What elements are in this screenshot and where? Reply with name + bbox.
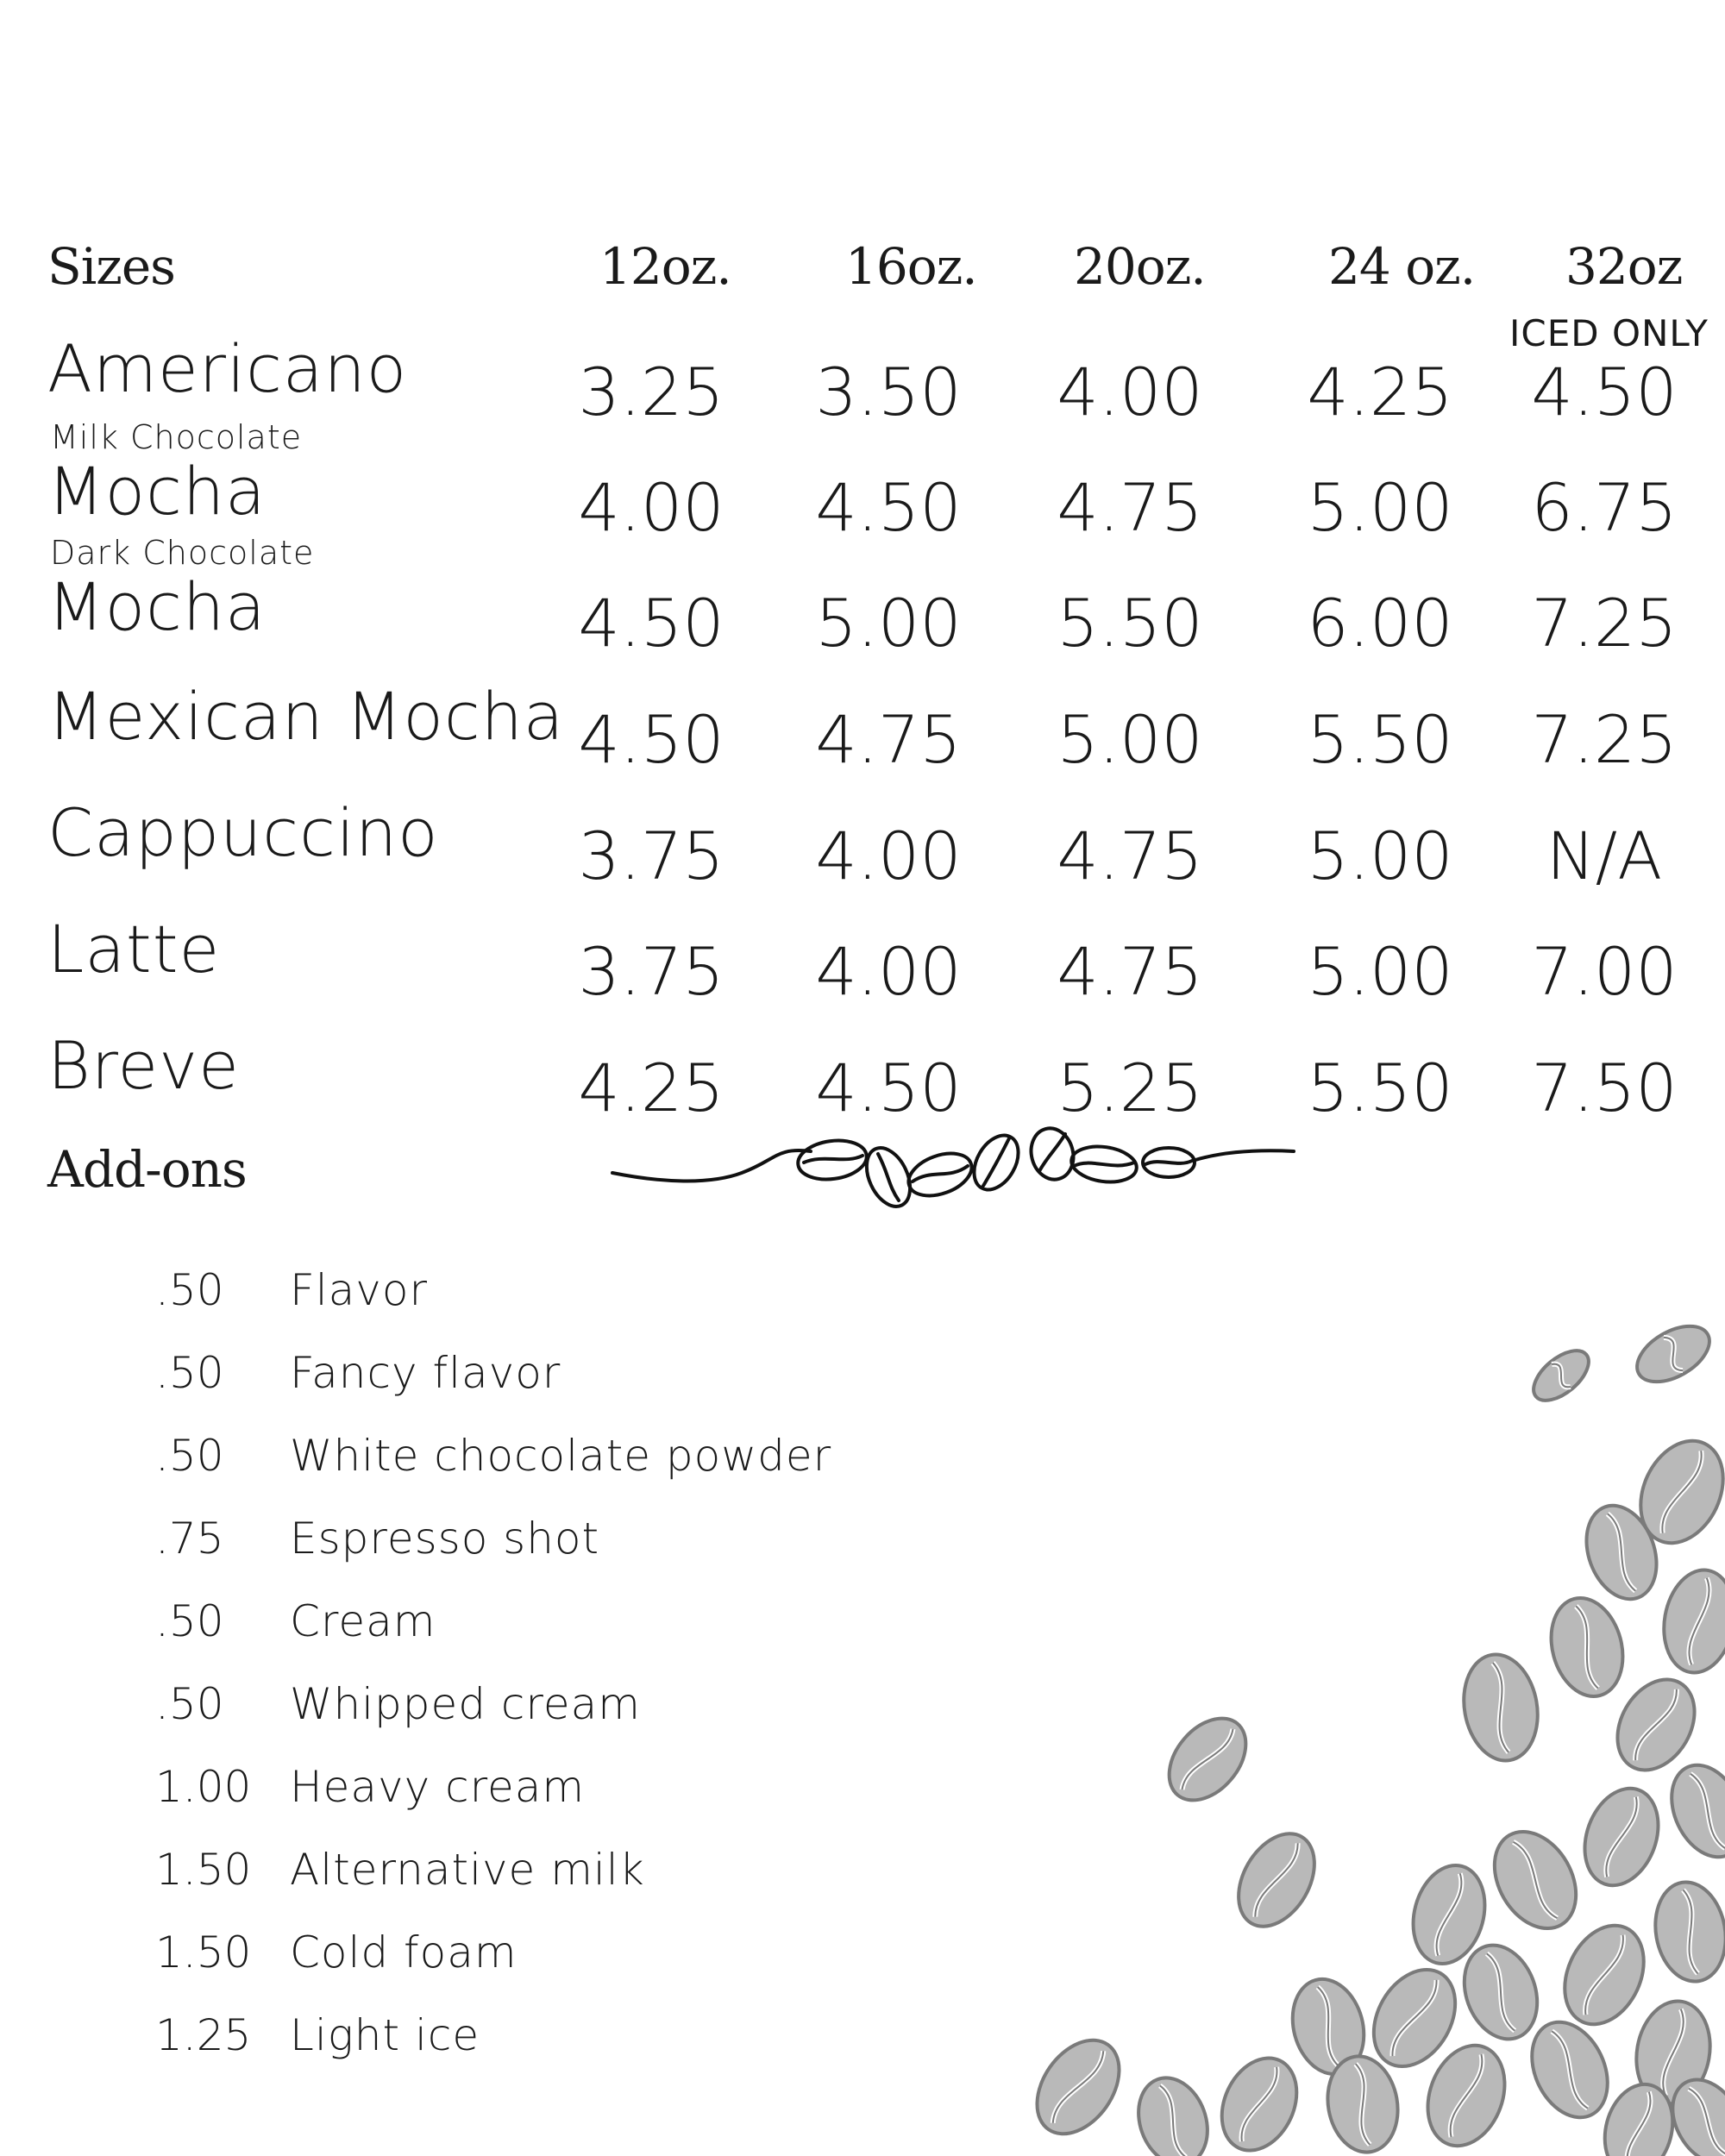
drink-mexican-mocha — [47, 678, 565, 755]
price-cell: 4.00 — [815, 818, 962, 894]
coffee-bean-icon — [1648, 1877, 1725, 1987]
price-cell: 4.50 — [815, 469, 962, 546]
price-cell: 7.25 — [1531, 701, 1678, 778]
addon-row — [155, 1927, 518, 1977]
size-24oz: 24 oz. — [1328, 237, 1476, 296]
drink-americano — [47, 330, 408, 407]
addon-row — [155, 1679, 641, 1729]
drink-name: Mocha — [47, 568, 267, 645]
price-cell: 4.50 — [1531, 354, 1678, 430]
size-12oz: 12oz. — [599, 237, 731, 296]
coffee-bean-icon — [1540, 1590, 1633, 1705]
price-cell: 3.50 — [815, 354, 962, 430]
price-cell: N/A — [1546, 818, 1663, 894]
addon-row — [155, 1348, 561, 1398]
price-cell: 4.75 — [1057, 469, 1203, 546]
addon-name: Cream — [290, 1596, 436, 1646]
iced-only-note: ICED ONLY — [1509, 312, 1709, 354]
price-cell: 4.00 — [815, 933, 962, 1010]
drink-dark-chocolate-mocha — [47, 534, 315, 645]
price-cell: 5.50 — [1307, 1050, 1453, 1126]
price-cell: 4.50 — [578, 701, 724, 778]
drink-name: Latte — [47, 911, 221, 987]
coffee-bean-icon — [1525, 1341, 1597, 1409]
price-cell: 4.75 — [1057, 933, 1203, 1010]
size-20oz: 20oz. — [1074, 237, 1206, 296]
coffee-bean-icon — [1628, 1314, 1719, 1393]
addon-price: 1.25 — [155, 2010, 252, 2060]
drink-name: Americano — [47, 330, 408, 407]
addon-name: Whipped cream — [290, 1679, 641, 1729]
drink-milk-chocolate-mocha — [47, 418, 303, 530]
price-cell: 4.25 — [578, 1050, 724, 1126]
addon-name: Fancy flavor — [290, 1348, 561, 1398]
addon-price: 1.50 — [155, 1845, 252, 1895]
addon-name: Cold foam — [290, 1927, 518, 1977]
drink-name: Mocha — [47, 453, 267, 530]
coffee-bean-icon — [1658, 1753, 1725, 1869]
addon-row — [155, 1596, 436, 1646]
addon-price: 1.50 — [155, 1927, 252, 1977]
coffee-bean-icon — [1478, 1817, 1593, 1943]
drink-cappuccino — [47, 794, 439, 871]
addon-name: Espresso shot — [290, 1514, 600, 1564]
price-cell: 5.00 — [1307, 933, 1453, 1010]
price-cell: 5.00 — [1307, 469, 1453, 546]
drink-latte — [47, 911, 221, 987]
drink-name: Mexican Mocha — [47, 678, 565, 755]
price-cell: 4.50 — [578, 585, 724, 661]
drink-name: Cappuccino — [47, 794, 439, 871]
coffee-bean-line-divider — [604, 1112, 1294, 1207]
price-cell: 6.00 — [1307, 585, 1453, 661]
addon-price: .50 — [155, 1348, 224, 1398]
size-32oz: 32oz — [1565, 237, 1683, 296]
price-cell: 7.50 — [1531, 1050, 1678, 1126]
price-cell: 4.00 — [1057, 354, 1203, 430]
price-cell: 5.50 — [1307, 701, 1453, 778]
price-cell: 4.25 — [1307, 354, 1453, 430]
price-cell: 5.25 — [1057, 1050, 1203, 1126]
addon-price: 1.00 — [155, 1762, 252, 1812]
addon-row — [155, 2010, 480, 2060]
coffee-bean-icon — [1154, 1703, 1262, 1814]
coffee-bean-icon — [1572, 1778, 1672, 1896]
addon-row — [155, 1845, 645, 1895]
price-cell: 5.00 — [1307, 818, 1453, 894]
price-cell: 4.75 — [815, 701, 962, 778]
coffee-bean-icon — [1127, 2068, 1220, 2156]
price-cell: 5.50 — [1057, 585, 1203, 661]
drink-breve — [47, 1027, 240, 1104]
price-cell: 3.25 — [578, 354, 724, 430]
addon-row — [155, 1265, 428, 1315]
price-cell: 3.75 — [578, 818, 724, 894]
addon-price: .50 — [155, 1431, 224, 1481]
price-cell: 6.75 — [1531, 469, 1678, 546]
sizes-label: Sizes — [47, 237, 175, 296]
coffee-bean-icon — [1517, 2010, 1622, 2130]
coffee-bean-icon — [1020, 2025, 1136, 2149]
addon-price: .50 — [155, 1596, 224, 1646]
price-cell: 7.00 — [1531, 933, 1678, 1010]
price-cell: 5.00 — [1057, 701, 1203, 778]
addon-row — [155, 1762, 585, 1812]
coffee-bean-icon — [1456, 1649, 1546, 1767]
addon-name: Heavy cream — [290, 1762, 586, 1812]
addon-price: .50 — [155, 1265, 224, 1315]
addon-name: Light ice — [290, 2010, 480, 2060]
drink-name: Breve — [47, 1027, 240, 1104]
price-cell: 7.25 — [1531, 585, 1678, 661]
size-16oz: 16oz. — [845, 237, 977, 296]
price-cell: 3.75 — [578, 933, 724, 1010]
coffee-bean-icon — [1208, 2046, 1311, 2156]
coffee-bean-icon — [1223, 1821, 1330, 1940]
addon-price: .50 — [155, 1679, 224, 1729]
addon-row — [155, 1514, 599, 1564]
addons-label: Add-ons — [47, 1140, 247, 1199]
price-cell: 4.00 — [578, 469, 724, 546]
price-cell: 4.50 — [815, 1050, 962, 1126]
addon-name: Flavor — [290, 1265, 429, 1315]
drink-subtitle: Dark Chocolate — [50, 534, 315, 572]
coffee-bean-icon — [1550, 1913, 1659, 2037]
coffee-beans-illustration — [966, 1276, 1725, 2156]
addon-name: White chocolate powder — [290, 1431, 832, 1481]
coffee-bean-icon — [1656, 1564, 1725, 1678]
drink-subtitle: Milk Chocolate — [50, 418, 303, 456]
addon-name: Alternative milk — [290, 1845, 645, 1895]
price-cell: 5.00 — [815, 585, 962, 661]
price-cell: 4.75 — [1057, 818, 1203, 894]
addon-price: .75 — [155, 1514, 224, 1564]
addon-row — [155, 1431, 831, 1481]
